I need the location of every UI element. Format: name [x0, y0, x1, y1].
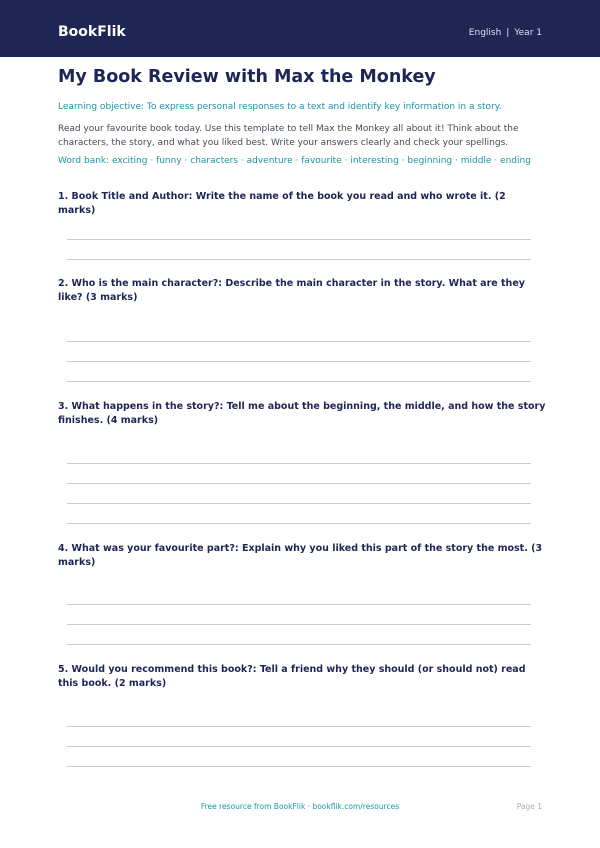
answer-line[interactable] — [67, 766, 531, 767]
answer-line[interactable] — [67, 644, 531, 645]
worksheet-intro — [58, 66, 542, 167]
meta-separator: | — [506, 28, 510, 38]
answer-line[interactable] — [67, 624, 531, 625]
answer-line[interactable] — [67, 239, 531, 240]
answer-line[interactable] — [67, 259, 531, 260]
answer-line[interactable] — [67, 746, 531, 747]
footer-credit: Free resource from BookFlik · bookflik.com/resources — [200, 802, 400, 811]
year-label: Year 1 — [514, 28, 542, 38]
page-number: Page 1 — [516, 802, 542, 811]
answer-line[interactable] — [67, 483, 531, 484]
question-1: 1. Book Title and Author: Write the name of the book you read and who wrote it. (2 marks) — [58, 191, 506, 216]
instructions-text: Read your favourite book today. Use this template to tell Max the Monkey all about it! Think about the characters, the story, and what you liked best. Write your answers clearly and check your spellings. — [58, 124, 519, 148]
answer-line[interactable] — [67, 361, 531, 362]
header-bar — [0, 0, 600, 57]
learning-objective: Learning objective: To express personal responses to a text and identify key information in a story. — [58, 102, 502, 112]
subject-label: English — [468, 28, 502, 38]
answer-line[interactable] — [67, 381, 531, 382]
question-2: 2. Who is the main character?: Describe the main character in the story. What are they like? (3 marks) — [58, 278, 525, 303]
answer-line[interactable] — [67, 503, 531, 504]
answer-line[interactable] — [67, 604, 531, 605]
question-5: 5. Would you recommend this book?: Tell a friend why they should (or should not) read this book. (2 marks) — [58, 664, 526, 689]
page-title: My Book Review with Max the Monkey — [58, 67, 436, 87]
subject-year-label — [469, 27, 542, 39]
word-bank: Word bank: exciting · funny · characters · adventure · favourite · interesting · beginning · middle · ending — [58, 156, 531, 166]
answer-line[interactable] — [67, 523, 531, 524]
question-3: 3. What happens in the story?: Tell me about the beginning, the middle, and how the story finishes. (4 marks) — [58, 401, 546, 426]
answer-line[interactable] — [67, 726, 531, 727]
answer-line[interactable] — [67, 341, 531, 342]
answer-line[interactable] — [67, 463, 531, 464]
question-4: 4. What was your favourite part?: Explain why you liked this part of the story the most. (3 marks) — [58, 543, 543, 568]
brand-logo-text: BookFlik — [58, 24, 126, 40]
